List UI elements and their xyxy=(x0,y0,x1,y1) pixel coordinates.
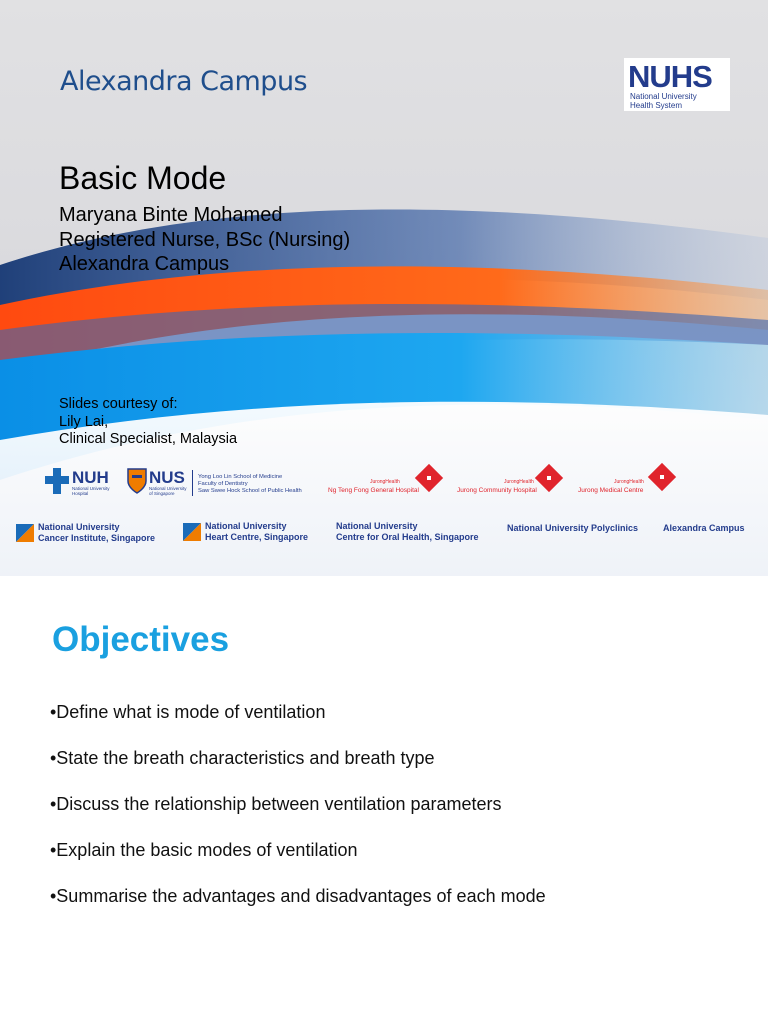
nus-logo-sub2: of Singapore xyxy=(149,491,175,496)
yong-loo-lin-logo xyxy=(198,474,302,495)
objective-item: •Summarise the advantages and disadvantages of each mode xyxy=(50,886,546,906)
nuh-cross-icon xyxy=(44,466,70,496)
presenter-campus: Alexandra Campus xyxy=(59,253,230,275)
jch-name: Jurong Community Hospital xyxy=(457,487,537,494)
jch-brand: JurongHealth xyxy=(504,479,534,485)
nuhs-logo-mark: NUHS xyxy=(628,59,712,94)
nus-logo-sub1: National University xyxy=(149,486,187,491)
objective-item: •State the breath characteristics and breath type xyxy=(50,748,435,768)
presenter-role: Registered Nurse, BSc (Nursing) xyxy=(59,228,351,251)
nuhs-logo-subtitle xyxy=(630,92,697,110)
nuhs-sub-line2: Health System xyxy=(630,101,683,110)
credits-line1: Slides courtesy of: xyxy=(59,396,178,412)
jch-logo xyxy=(456,463,566,497)
nup-logo: National University Polyclinics xyxy=(507,523,639,533)
nus-logo-mark: NUS xyxy=(149,468,185,487)
objectives-list xyxy=(50,700,546,930)
yll-line1: Yong Loo Lin School of Medicine xyxy=(198,474,283,480)
nuhcs-triangle-icon xyxy=(183,523,201,541)
objective-item: •Discuss the relationship between ventilation parameters xyxy=(50,794,502,814)
presenter-info xyxy=(59,203,350,277)
presenter-name: Maryana Binte Mohamed xyxy=(59,204,283,226)
ncis-line1: National University xyxy=(38,522,120,532)
objectives-slide xyxy=(0,576,768,1024)
jurong-health-diamond-icon xyxy=(646,461,678,493)
slide-credits xyxy=(59,396,237,449)
logo-divider xyxy=(192,470,193,496)
ncoh-line1: National University xyxy=(336,521,418,531)
yll-line3: Saw Swee Hock School of Public Health xyxy=(198,488,302,494)
nus-crest-icon xyxy=(127,468,147,494)
ntfgh-logo xyxy=(326,463,446,497)
credits-line3: Clinical Specialist, Malaysia xyxy=(59,431,238,447)
nuh-logo-sub2: Hospital xyxy=(72,491,89,496)
alexandra-campus-logo: Alexandra Campus xyxy=(663,523,745,533)
ntfgh-name: Ng Teng Fong General Hospital xyxy=(328,487,419,494)
objective-item: •Define what is mode of ventilation xyxy=(50,702,326,722)
ncis-line2: Cancer Institute, Singapore xyxy=(38,533,156,543)
ncoh-line2: Centre for Oral Health, Singapore xyxy=(336,532,479,542)
nuhcs-line2: Heart Centre, Singapore xyxy=(205,532,309,542)
slide-title: Basic Mode xyxy=(59,160,227,196)
nuhs-sub-line1: National University xyxy=(630,92,697,101)
nuhcs-line1: National University xyxy=(205,521,287,531)
ntfgh-brand: JurongHealth xyxy=(370,479,400,485)
jurong-health-diamond-icon xyxy=(534,463,564,493)
yll-line2: Faculty of Dentistry xyxy=(198,481,248,487)
ncis-triangle-icon xyxy=(16,524,34,542)
credits-line2: Lily Lai, xyxy=(59,413,109,430)
campus-heading: Alexandra Campus xyxy=(60,66,308,97)
objectives-title: Objectives xyxy=(52,620,230,659)
jmc-name: Jurong Medical Centre xyxy=(578,487,644,494)
nuhs-logo xyxy=(624,58,730,111)
jmc-logo xyxy=(576,461,686,497)
objective-item: •Explain the basic modes of ventilation xyxy=(50,840,358,860)
nuh-logo-mark: NUH xyxy=(72,468,109,487)
jmc-brand: JurongHealth xyxy=(614,479,644,485)
nuh-logo-sub1: National University xyxy=(72,486,110,491)
